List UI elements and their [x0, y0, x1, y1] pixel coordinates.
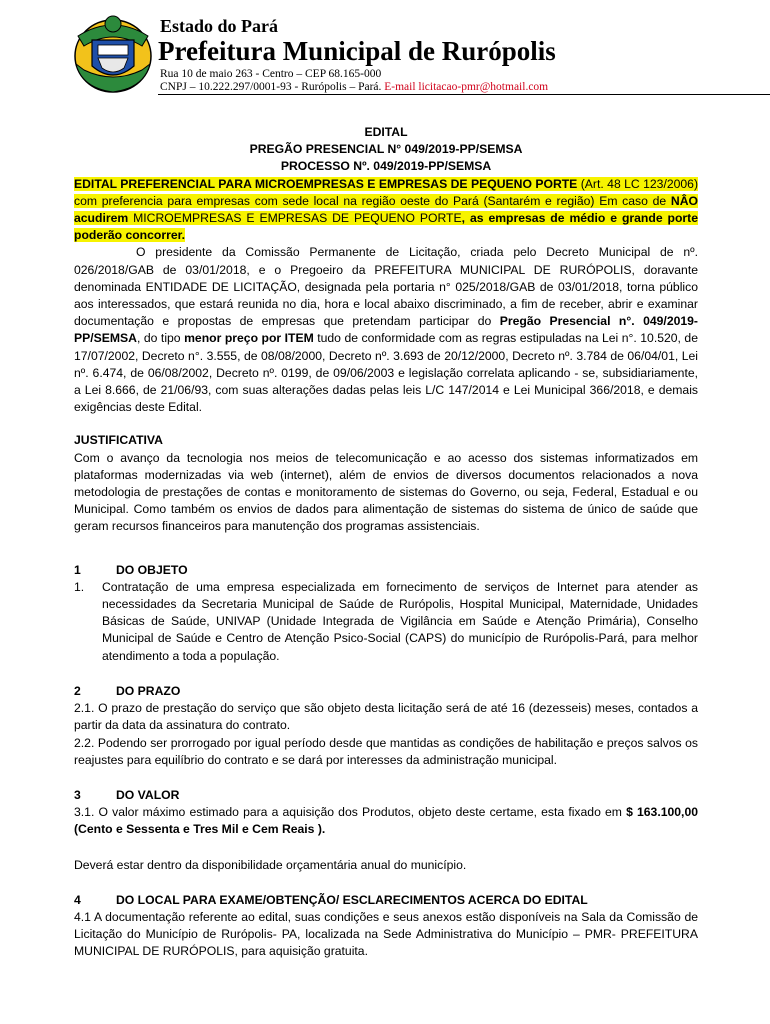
pregao-number: PREGÃO PRESENCIAL N° 049/2019-PP/SEMSA: [249, 142, 523, 157]
document-body: [74, 124, 698, 961]
section-2-1: 2.1. O prazo de prestação do serviço que são objeto desta licitação será de até 16 (dezesseis) meses, contados a partir da data da assinatura do contrato.: [74, 701, 698, 733]
processo-number: PROCESSO Nº. 049/2019-PP/SEMSA: [280, 159, 492, 174]
justification-heading: JUSTIFICATIVA: [74, 433, 163, 448]
section-2-heading: 2 DO PRAZO: [74, 683, 181, 698]
doc-title: EDITAL: [364, 125, 408, 139]
preference-notice: EDITAL PREFERENCIAL PARA MICROEMPRESAS E EMPRESAS DE PEQUENO PORTE (Art. 48 LC 123/2006) com preferencia para empresas com sede local na região oeste do Pará (Santarém e região) Em caso de NÂO acudirem MICROEMPRESAS E EMPRESAS DE PEQUENO PORTE, as empresas de médio e grande porte poderão concorrer.: [74, 176, 699, 243]
justification-text: Com o avanço da tecnologia nos meios de telecomunicação e ao acesso dos sistemas informatizados em plataformas modernizadas via web (internet), além de envios de diversos documentos relacionados a nova metodologia de prestações de contas e monitoramento de sistemas do Governo, ou seja, Federal, Estadual e ou Municipal. Como também os envios de dados para alimentação de sistemas do sistema de único de saúde que geram recursos financeiros para manutenção dos programas assistenciais.: [74, 450, 698, 534]
section-1-item: 1. Contratação de uma empresa especializada em fornecimento de serviços de Internet para atender as necessidades da Secretaria Municipal de Saúde de Rurópolis, Hospital Municipal, Maternidade, Unidades Básicas de Saúde, UNIVAP (Unidade Integrada de Vigilância em Saúde e Atenção Primária), Conselho Municipal de Saúde e Centro de Atenção Psico-Social (CAPS) do município de Rurópolis-Pará, para melhor atendimento a toda a população.: [74, 579, 698, 663]
section-2-2: 2.2. Podendo ser prorrogado por igual período desde que mantidas as condições de habilitação e preços salvos os reajustes para equilíbrio do contrato e se dará por interesses da administração municipal.: [74, 735, 698, 767]
section-4-1: 4.1 A documentação referente ao edital, suas condições e seus anexos estão disponíveis na Sala da Comissão de Licitação do Município de Rurópolis- PA, localizada na Sede Administrativa do Município – PMR- PREFEITURA MUNICIPAL DE RURÓPOLIS, para aquisição gratuita.: [74, 909, 698, 959]
section-1-heading: 1 DO OBJETO: [74, 562, 188, 577]
address-line: Rua 10 de maio 263 - Centro – CEP 68.165-000: [160, 68, 382, 80]
municipal-coat-of-arms: [72, 14, 154, 94]
intro-paragraph: O presidente da Comissão Permanente de Licitação, criada pelo Decreto Municipal de nº. 026/2018/GAB de 03/01/2018, e o Pregoeiro da PREFEITURA MUNICIPAL DE RURÓPOLIS, doravante denominada ENTIDADE DE LICITAÇÃO, designada pela portaria n° 025/2018/GAB de 03/01/2018, torna público aos interessados, que estará reunida no dia, hora e local abaixo discriminado, a fim de receber, abrir e examinar documentação e propostas de empresas que pretendam participar do Pregão Presencial n°. 049/2019-PP/SEMSA, do tipo menor preço por ITEM tudo de conformidade com as regras estipuladas na Lei n°. 10.520, de 17/07/2002, Decreto n°. 3.555, de 08/08/2000, Decreto nº. 3.693 de 20/12/2000, Decreto nº. 3.784 de 06/04/01, Lei nº. 6.474, de 06/08/2002, Decreto nº. 0199, de 09/06/2003 e legislação correlata aplicando - se, subsidiariamente, a Lei 8.666, de 21/06/93, com suas alterações dadas pelas leis L/C 147/2014 e Lei Municipal 366/2018, e demais exigências deste Edital.: [74, 245, 698, 415]
state-name: Estado do Pará: [160, 16, 279, 36]
section-3-budget-note: Deverá estar dentro da disponibilidade orçamentária anual do município.: [74, 857, 467, 872]
section-3-heading: 3 DO VALOR: [74, 787, 180, 802]
cnpj-line: CNPJ – 10.222.297/0001-93 - Rurópolis – Pará.: [160, 81, 382, 93]
email-line: E-mail licitacao-pmr@hotmail.com: [384, 81, 549, 93]
letterhead: [72, 10, 700, 96]
section-4-heading: 4 DO LOCAL PARA EXAME/OBTENÇÃO/ ESCLARECIMENTOS ACERCA DO EDITAL: [74, 892, 588, 907]
municipality-title: Prefeitura Municipal de Rurópolis: [158, 36, 556, 66]
header-rule: [158, 94, 770, 95]
section-3-1: 3.1. O valor máximo estimado para a aquisição dos Produtos, objeto deste certame, esta fixado em $ 163.100,00 (Cento e Sessenta e Tres Mil e Cem Reais ).: [74, 805, 698, 837]
contact-info: [160, 68, 548, 94]
